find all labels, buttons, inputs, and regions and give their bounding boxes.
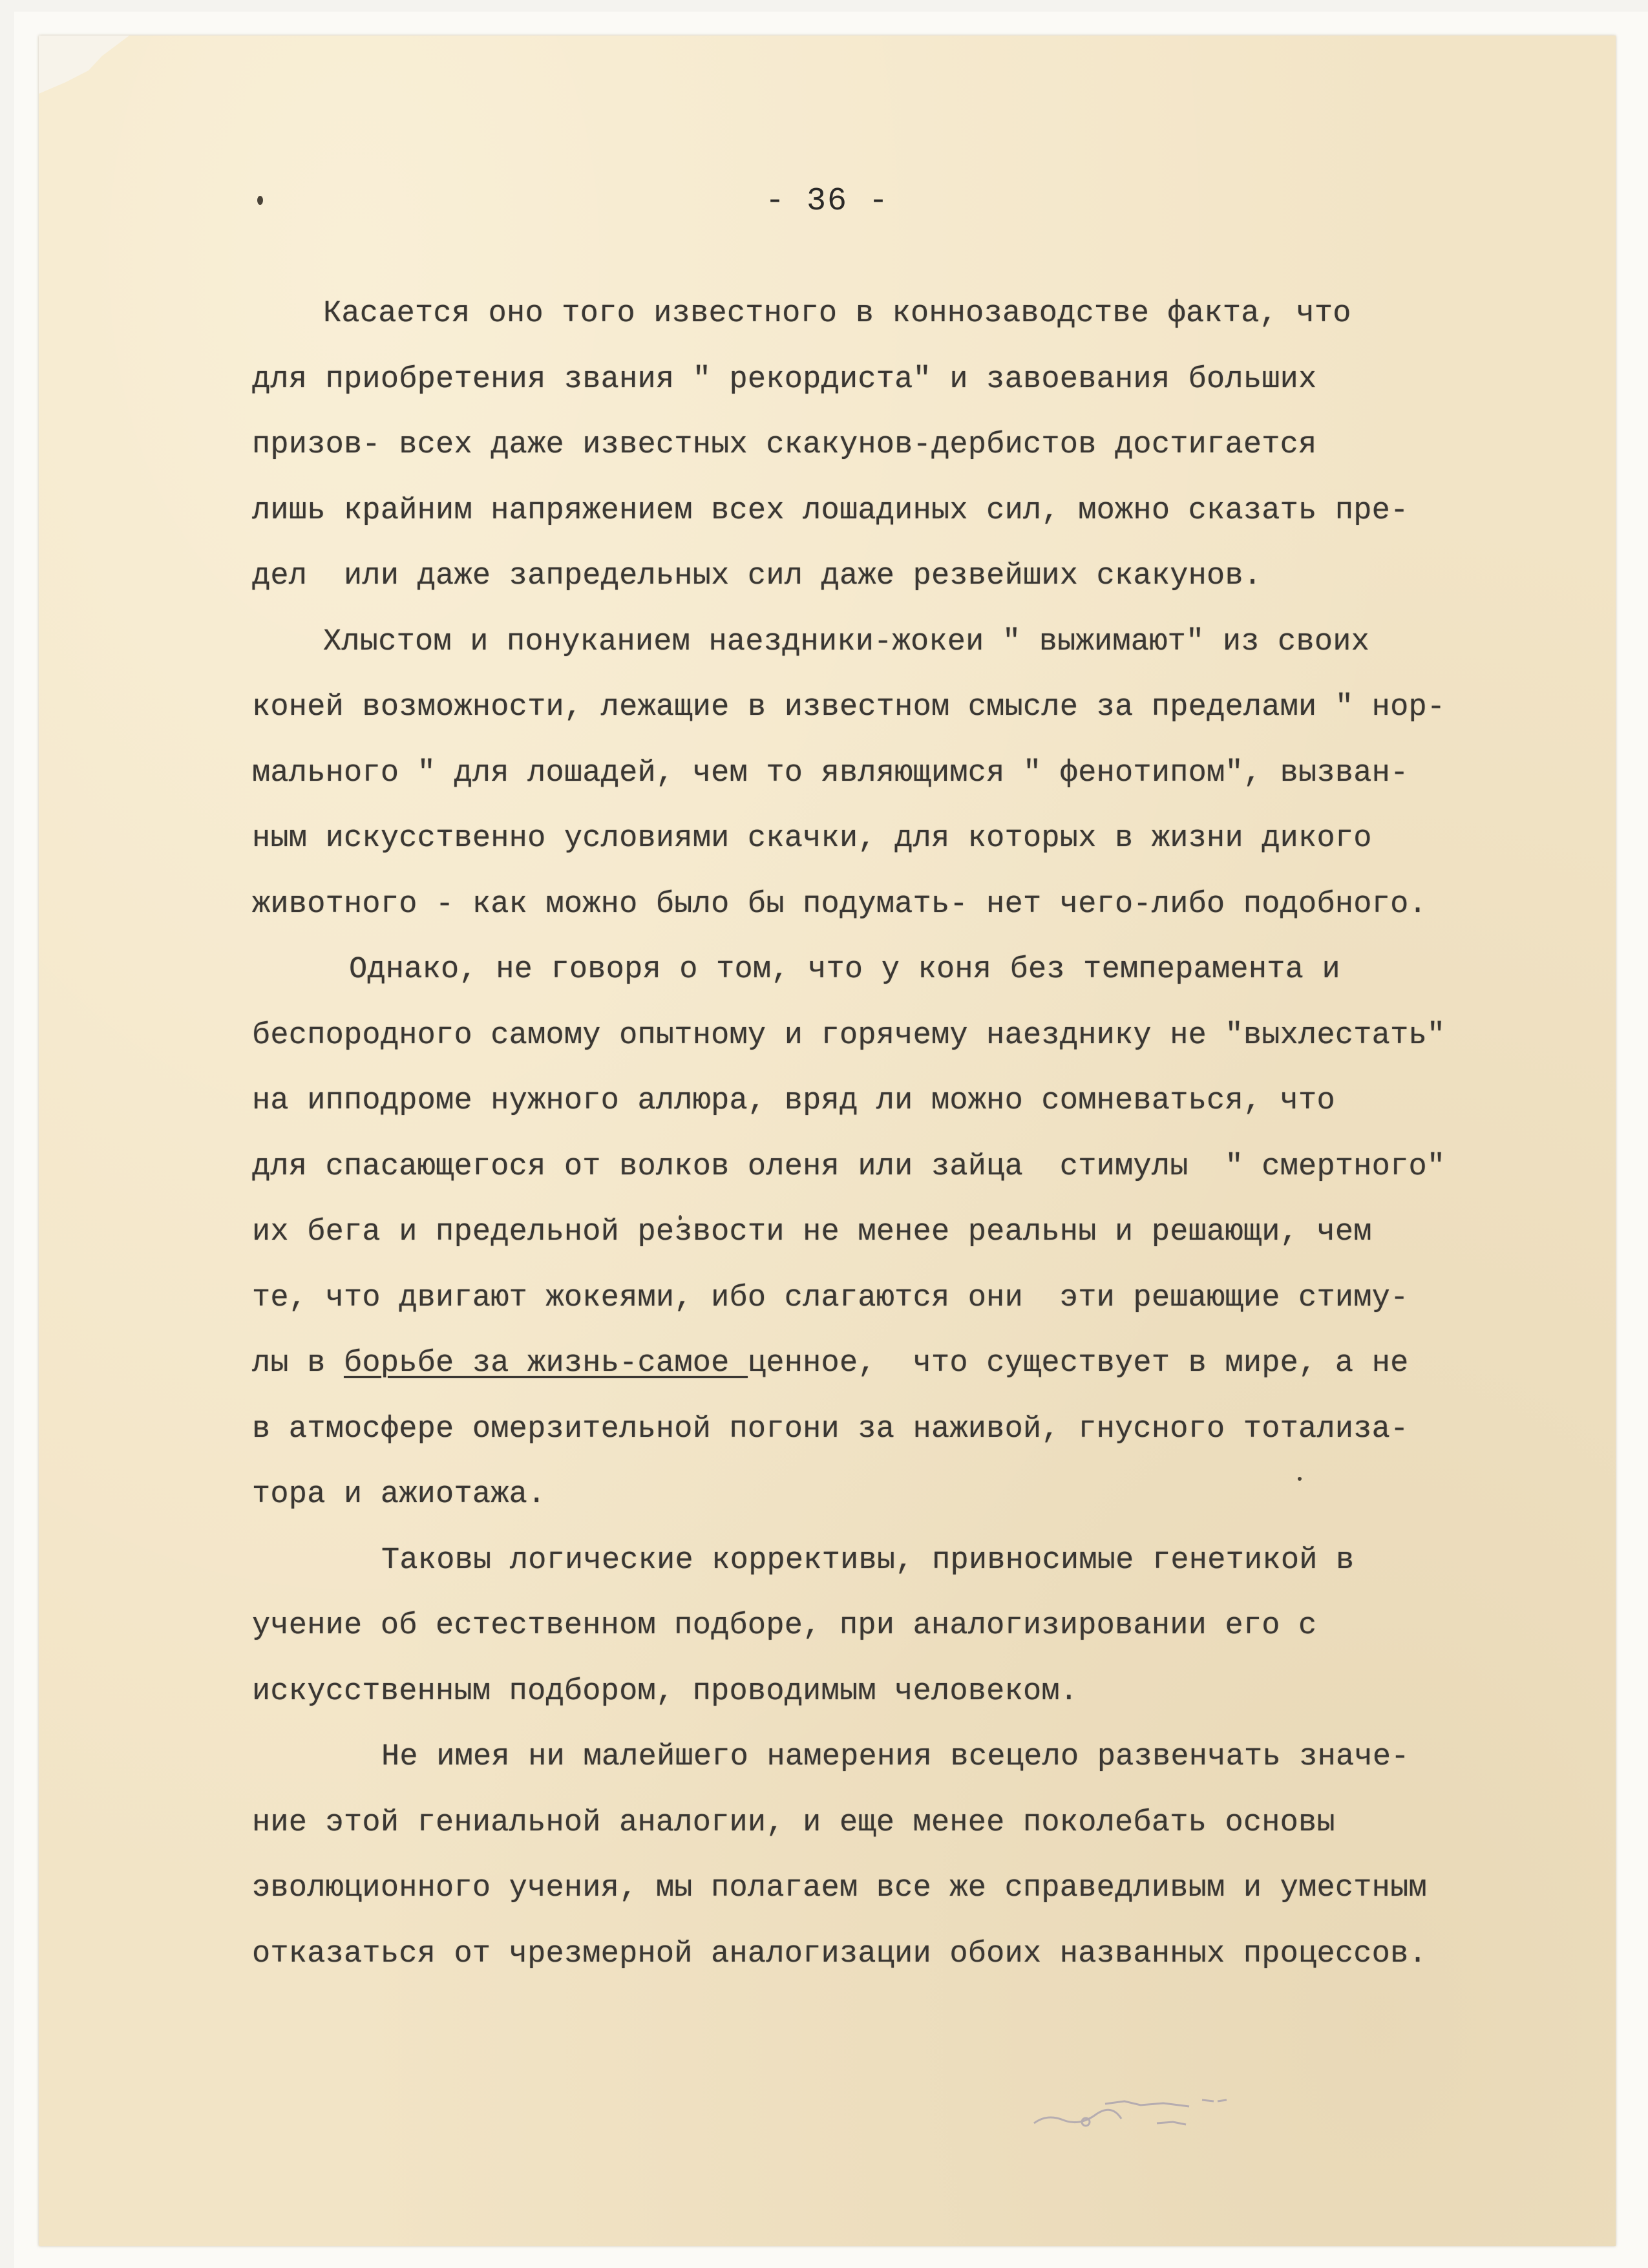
text-line: Не имея ни малейшего намерения всецело развенчать значе-: [381, 1740, 1410, 1774]
text-line: для приобретения звания " рекордиста" и завоевания больших: [252, 362, 1317, 397]
text-line: Таковы логические коррективы, привносимые генетикой в: [381, 1543, 1355, 1578]
torn-corner: [39, 36, 129, 94]
text-line: Хлыстом и понуканием наездники-жокеи " выжимают" из своих: [323, 624, 1370, 659]
body-text: [252, 281, 1577, 1987]
document-page: [39, 36, 1616, 2246]
text-line: коней возможности, лежащие в известном смысле за пределами " нор-: [252, 690, 1446, 725]
text-line-underlined: [252, 1331, 1577, 1397]
text-line: призов- всех даже известных скакунов-дербистов достигается: [252, 428, 1317, 462]
line-segment: лы в: [252, 1346, 344, 1381]
text-line: лишь крайним напряжением всех лошадиных сил, можно сказать пре-: [252, 493, 1409, 528]
text-line: дел или даже запредельных сил даже резвейших скакунов.: [252, 559, 1262, 593]
text-line: в атмосфере омерзительной погони за наживой, гнусного тотализа-: [252, 1412, 1409, 1447]
text-line: учение об естественном подборе, при аналогизировании его с: [252, 1609, 1317, 1643]
line-segment: ценное, что существует в мире, а не: [747, 1346, 1409, 1381]
text-line: искусственным подбором, проводимым человеком.: [252, 1674, 1079, 1709]
page-number: - 36 -: [765, 183, 890, 220]
text-line: Касается оно того известного в коннозаводстве факта, что: [323, 297, 1351, 331]
text-line: на ипподроме нужного аллюра, вряд ли можно сомневаться, что: [252, 1084, 1335, 1118]
text-line: животного - как можно было бы подумать- нет чего-либо подобного.: [252, 887, 1427, 922]
text-line: тора и ажиотажа.: [252, 1478, 546, 1512]
text-line: беспородного самому опытному и горячему наезднику не "выхлестать": [252, 1018, 1446, 1053]
text-line: Однако, не говоря о том, что у коня без темперамента и: [349, 953, 1340, 987]
text-line: для спасающегося от волков оленя или зайца стимулы " смертного": [252, 1149, 1446, 1184]
text-line: отказаться от чрезмерной аналогизации обоих названных процессов.: [252, 1936, 1427, 1971]
text-line: мального " для лошадей, чем то являющимся " фенотипом", вызван-: [252, 756, 1409, 790]
text-line: их бега и предельной резвости не менее реальны и решающи, чем: [252, 1215, 1372, 1249]
text-line: эволюционного учения, мы полагаем все же справедливым и уместным: [252, 1871, 1427, 1905]
underlined-phrase: борьбе за жизнь-самое: [344, 1346, 748, 1381]
text-line: ным искусственно условиями скачки, для которых в жизни дикого: [252, 821, 1372, 856]
text-line: те, что двигают жокеями, ибо слагаются они эти решающие стиму-: [252, 1280, 1409, 1315]
text-line: ние этой гениальной аналогии, и еще менее поколебать основы: [252, 1805, 1335, 1840]
faded-stamp: [1008, 2084, 1280, 2143]
